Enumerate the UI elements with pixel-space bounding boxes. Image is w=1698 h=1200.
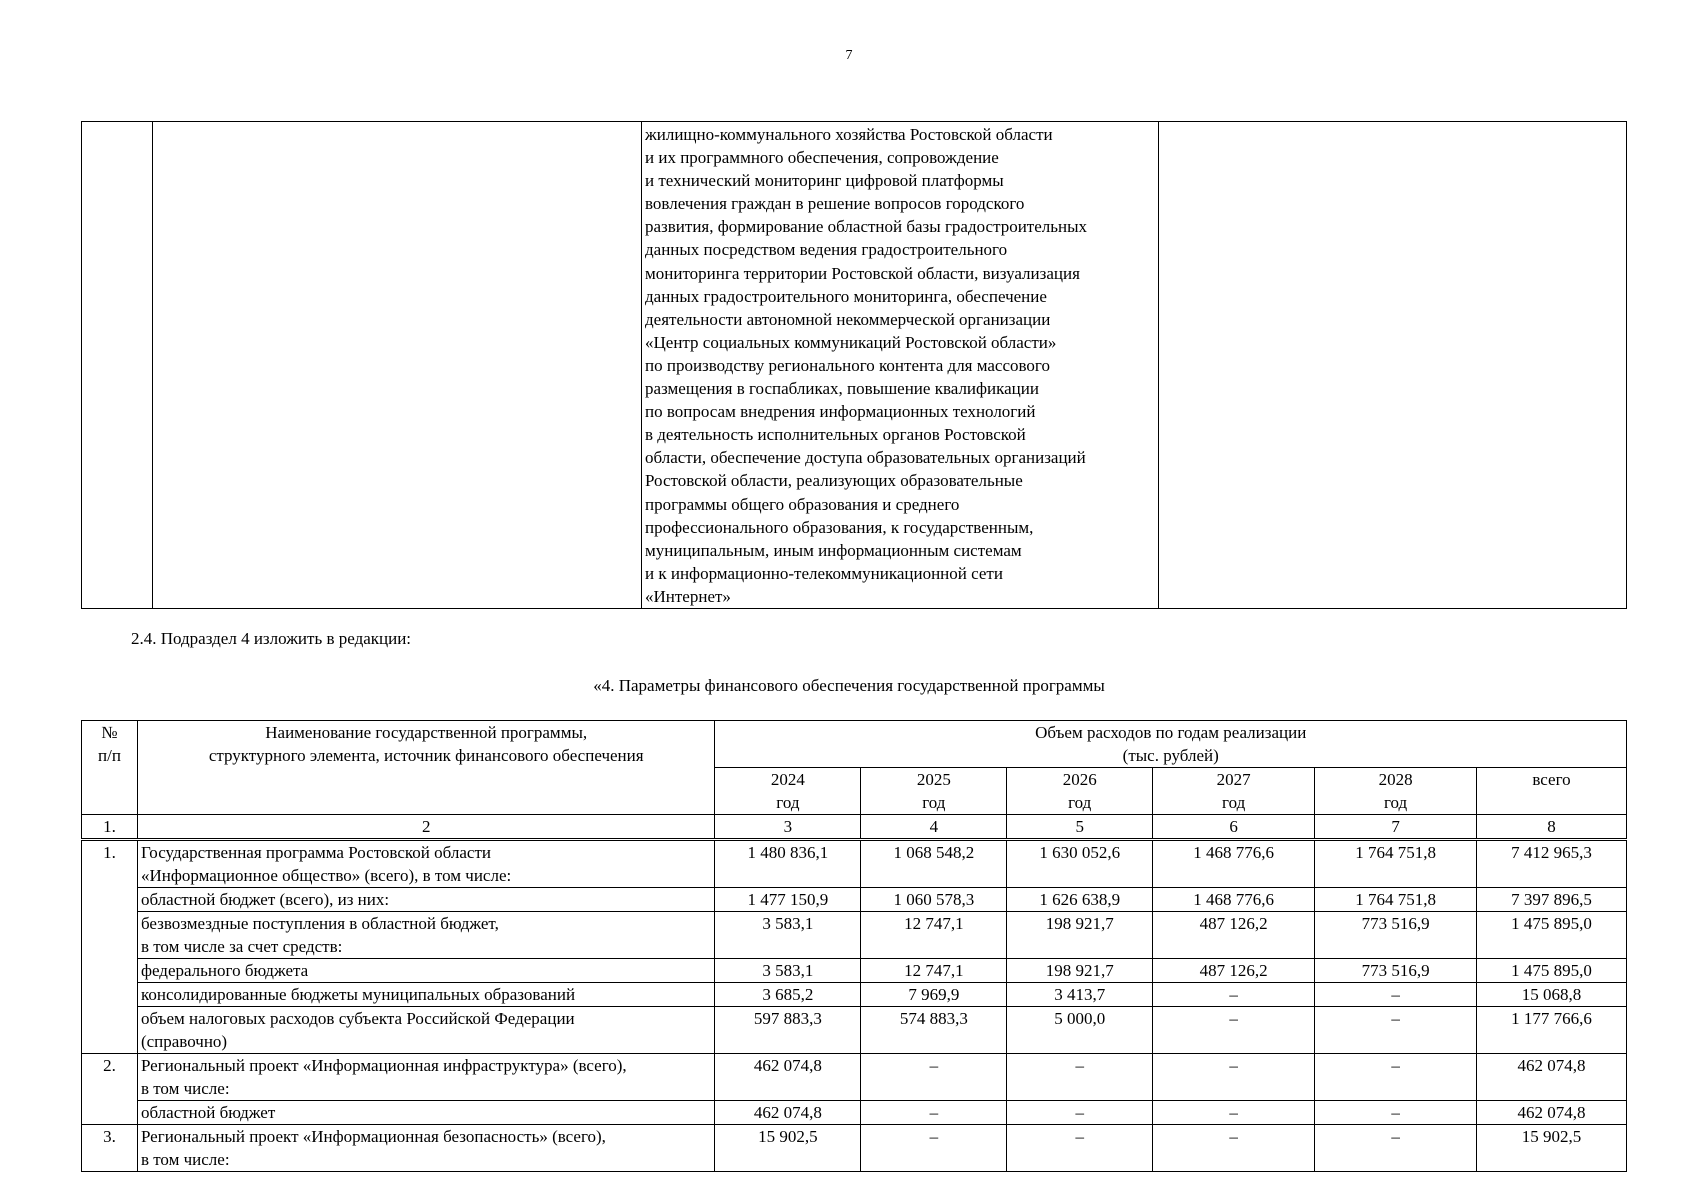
row-name: [137, 912, 714, 959]
row-name-line: федерального бюджета: [140, 961, 309, 980]
continuation-line: развития, формирование областной базы градостроительных: [645, 217, 1088, 237]
row-name: [137, 840, 714, 888]
header-year: 2028: [1378, 770, 1413, 789]
row-name-line: объем налоговых расходов субъекта Российской Федерации: [140, 1009, 575, 1028]
row-value: –: [1153, 1125, 1315, 1172]
row-value: 198 921,7: [1007, 912, 1153, 959]
header-year-cell: [1153, 768, 1315, 815]
row-value: –: [1315, 1101, 1477, 1125]
row-value: 773 516,9: [1315, 912, 1477, 959]
table-row: [82, 983, 1627, 1007]
continuation-line: программы общего образования и среднего: [645, 494, 960, 514]
row-value: 1 068 548,2: [861, 840, 1007, 888]
continuation-line: «Интернет»: [645, 586, 731, 606]
continuation-row: [82, 122, 1627, 609]
instruction-text: 2.4. Подраздел 4 изложить в редакции:: [131, 629, 412, 648]
continuation-cell-empty: [1159, 122, 1627, 609]
row-value: –: [1153, 983, 1315, 1007]
column-index-cell: 7: [1315, 815, 1477, 840]
continuation-line: и их программного обеспечения, сопровождение: [645, 148, 999, 168]
row-number: 2.: [82, 1054, 138, 1125]
table-row: [82, 1007, 1627, 1054]
row-value: 198 921,7: [1007, 959, 1153, 983]
header-num-line2: п/п: [98, 746, 121, 765]
header-year-unit: год: [922, 793, 946, 812]
row-name-line: (справочно): [140, 1032, 228, 1051]
row-value: 15 902,5: [1477, 1125, 1627, 1172]
row-value: 1 764 751,8: [1315, 840, 1477, 888]
row-value: 773 516,9: [1315, 959, 1477, 983]
header-year-cell: [1007, 768, 1153, 815]
header-year: 2026: [1062, 770, 1097, 789]
header-year-unit: год: [1068, 793, 1092, 812]
row-value: 462 074,8: [1477, 1054, 1627, 1101]
row-value: 3 583,1: [715, 959, 861, 983]
continuation-line: профессионального образования, к государственным,: [645, 517, 1034, 537]
continuation-cell-text: [642, 122, 1159, 609]
row-name-line: «Информационное общество» (всего), в том числе:: [140, 866, 512, 885]
row-value: 1 764 751,8: [1315, 888, 1477, 912]
continuation-line: данных посредством ведения градостроительного: [645, 240, 1008, 260]
row-value: –: [1315, 983, 1477, 1007]
header-total-cell: всего: [1477, 768, 1627, 815]
row-value: –: [1153, 1101, 1315, 1125]
continuation-cell-num: [82, 122, 153, 609]
continuation-line: Ростовской области, реализующих образовательные: [645, 471, 1023, 491]
row-value: –: [1007, 1054, 1153, 1101]
row-value: 1 060 578,3: [861, 888, 1007, 912]
header-num-line1: №: [101, 723, 118, 742]
row-number: 3.: [82, 1125, 138, 1172]
row-value: –: [1315, 1054, 1477, 1101]
row-name-line: безвозмездные поступления в областной бюджет,: [140, 914, 499, 933]
header-year-unit: год: [1222, 793, 1246, 812]
row-name-line: консолидированные бюджеты муниципальных образований: [140, 985, 576, 1004]
continuation-table: [81, 121, 1627, 609]
row-value: 1 480 836,1: [715, 840, 861, 888]
column-index-cell: 5: [1007, 815, 1153, 840]
row-value: 3 583,1: [715, 912, 861, 959]
continuation-cell-name: [153, 122, 642, 609]
continuation-line: по вопросам внедрения информационных технологий: [645, 402, 1036, 422]
header-year-cell: [715, 768, 861, 815]
row-value: 15 068,8: [1477, 983, 1627, 1007]
row-value: –: [1153, 1054, 1315, 1101]
row-name: [137, 983, 714, 1007]
row-value: 15 902,5: [715, 1125, 861, 1172]
table-row: [82, 888, 1627, 912]
column-index-cell: 2: [137, 815, 714, 840]
row-value: 1 475 895,0: [1477, 912, 1627, 959]
row-name-line: Государственная программа Ростовской области: [140, 843, 491, 862]
row-value: –: [861, 1054, 1007, 1101]
row-name: [137, 959, 714, 983]
row-value: 12 747,1: [861, 959, 1007, 983]
row-value: 3 685,2: [715, 983, 861, 1007]
table-row: [82, 912, 1627, 959]
continuation-line: данных градостроительного мониторинга, обеспечение: [645, 286, 1047, 306]
row-value: 1 468 776,6: [1153, 840, 1315, 888]
continuation-line: вовлечения граждан в решение вопросов городского: [645, 194, 1025, 214]
row-name-line: в том числе:: [140, 1079, 230, 1098]
row-value: –: [1007, 1125, 1153, 1172]
row-value: –: [1007, 1101, 1153, 1125]
continuation-line: размещения в госпабликах, повышение квалификации: [645, 379, 1039, 399]
header-year-cell: [861, 768, 1007, 815]
header-name-line1: Наименование государственной программы,: [265, 723, 588, 742]
finance-table: [81, 720, 1627, 1172]
row-name-line: Региональный проект «Информационная безопасность» (всего),: [140, 1127, 606, 1146]
table-row: [82, 840, 1627, 888]
row-value: –: [861, 1125, 1007, 1172]
row-value: –: [1315, 1007, 1477, 1054]
header-year: 2025: [916, 770, 951, 789]
row-value: –: [1153, 1007, 1315, 1054]
row-value: 7 412 965,3: [1477, 840, 1627, 888]
row-value: –: [861, 1101, 1007, 1125]
continuation-line: деятельности автономной некоммерческой организации: [645, 309, 1051, 329]
table-row: [82, 1101, 1627, 1125]
header-year-unit: год: [1383, 793, 1408, 812]
column-index-cell: 3: [715, 815, 861, 840]
row-name: [137, 1125, 714, 1172]
table-row: [82, 1054, 1627, 1101]
column-index-cell: 8: [1477, 815, 1627, 840]
row-value: 1 630 052,6: [1007, 840, 1153, 888]
row-name: [137, 1101, 714, 1125]
table-row: [82, 1125, 1627, 1172]
continuation-line: «Центр социальных коммуникаций Ростовской области»: [645, 332, 1057, 352]
row-name-line: Региональный проект «Информационная инфраструктура» (всего),: [140, 1056, 627, 1075]
header-year-cell: [1315, 768, 1477, 815]
continuation-line: мониторинга территории Ростовской области, визуализация: [645, 263, 1080, 283]
row-name-line: областной бюджет (всего), из них:: [140, 890, 390, 909]
row-value: 1 177 766,6: [1477, 1007, 1627, 1054]
row-value: 574 883,3: [861, 1007, 1007, 1054]
row-value: 462 074,8: [715, 1101, 861, 1125]
header-year-unit: год: [776, 793, 800, 812]
header-volume-line1: Объем расходов по годам реализации: [1035, 723, 1307, 742]
continuation-line: области, обеспечение доступа образовательных организаций: [645, 448, 1086, 468]
row-value: 462 074,8: [1477, 1101, 1627, 1125]
row-value: 1 468 776,6: [1153, 888, 1315, 912]
continuation-line: жилищно-коммунального хозяйства Ростовской области: [645, 125, 1053, 144]
header-name-line2: структурного элемента, источник финансового обеспечения: [208, 746, 644, 765]
section-title: «4. Параметры финансового обеспечения государственной программы: [593, 676, 1105, 695]
header-volume-line2: (тыс. рублей): [1122, 746, 1219, 765]
row-name-line: в том числе:: [140, 1150, 230, 1169]
row-value: –: [1315, 1125, 1477, 1172]
header-num-cell: [82, 721, 138, 815]
row-value: 487 126,2: [1153, 912, 1315, 959]
column-index-cell: 6: [1153, 815, 1315, 840]
header-name-cell: [137, 721, 714, 815]
table-row: [82, 959, 1627, 983]
header-volume-cell: [715, 721, 1627, 768]
row-value: 1 477 150,9: [715, 888, 861, 912]
header-year: 2027: [1216, 770, 1251, 789]
row-value: 5 000,0: [1007, 1007, 1153, 1054]
row-name-line: областной бюджет: [140, 1103, 276, 1122]
row-value: 3 413,7: [1007, 983, 1153, 1007]
row-number: 1.: [82, 840, 138, 1054]
row-value: 1 475 895,0: [1477, 959, 1627, 983]
column-index-cell: 4: [861, 815, 1007, 840]
row-name: [137, 888, 714, 912]
header-year: 2024: [770, 770, 805, 789]
row-value: 597 883,3: [715, 1007, 861, 1054]
continuation-line: по производству регионального контента для массового: [645, 355, 1050, 375]
row-name-line: в том числе за счет средств:: [140, 937, 343, 956]
column-index-cell: 1.: [82, 815, 138, 840]
header-row-1: [82, 721, 1627, 768]
row-value: 7 397 896,5: [1477, 888, 1627, 912]
continuation-line: в деятельность исполнительных органов Ростовской: [645, 425, 1026, 445]
row-value: 12 747,1: [861, 912, 1007, 959]
continuation-text: [642, 122, 1158, 608]
row-name: [137, 1054, 714, 1101]
column-index-row: [82, 815, 1627, 840]
row-value: 462 074,8: [715, 1054, 861, 1101]
continuation-line: муниципальным, иным информационным системам: [645, 540, 1022, 560]
continuation-line: и технический мониторинг цифровой платформы: [645, 171, 1004, 191]
row-value: 7 969,9: [861, 983, 1007, 1007]
row-value: 1 626 638,9: [1007, 888, 1153, 912]
continuation-line: и к информационно-телекоммуникационной сети: [645, 563, 1003, 583]
row-name: [137, 1007, 714, 1054]
row-value: 487 126,2: [1153, 959, 1315, 983]
page-number: 7: [845, 48, 853, 63]
